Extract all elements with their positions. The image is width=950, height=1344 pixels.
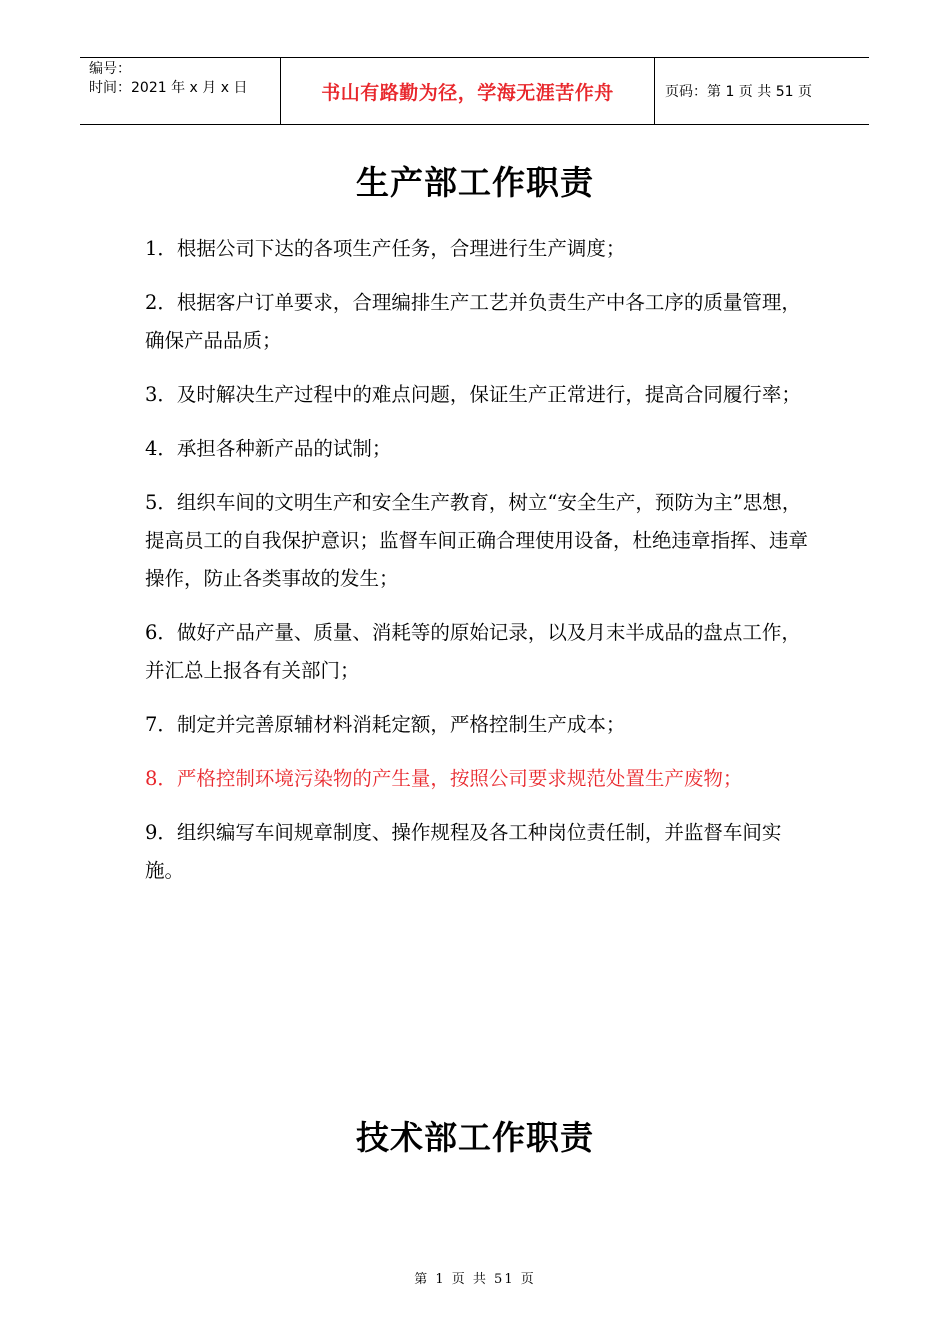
header-motto: 书山有路勤为径，学海无涯苦作舟: [321, 81, 614, 104]
duty-item: 3．及时解决生产过程中的难点问题，保证生产正常进行，提高合同履行率；: [145, 383, 801, 406]
header-motto-cell: [281, 58, 655, 124]
duty-item: 9．组织编写车间规章制度、操作规程及各工种岗位责任制，并监督车间实施。: [145, 821, 782, 882]
duty-item: 4．承担各种新产品的试制；: [145, 437, 392, 460]
production-duties-list: [145, 230, 817, 906]
document-number-label: 编号：: [89, 61, 131, 77]
section-title-production: 生产部工作职责: [356, 163, 594, 202]
document-date-label: 时间：2021 年 x 月 x 日: [89, 80, 248, 96]
duty-item: 2．根据客户订单要求，合理编排生产工艺并负责生产中各工序的质量管理，确保产品品质；: [145, 291, 801, 352]
document-header: [80, 57, 869, 125]
duty-item-highlighted: 8．严格控制环境污染物的产生量，按照公司要求规范处置生产废物；: [145, 767, 743, 790]
header-page-cell: [655, 58, 869, 124]
header-page-info: 页码：第 1 页 共 51 页: [665, 84, 812, 100]
header-meta-cell: [80, 58, 281, 124]
duty-item: 1．根据公司下达的各项生产任务，合理进行生产调度；: [145, 237, 626, 260]
duty-item: 5．组织车间的文明生产和安全生产教育，树立“安全生产，预防为主”思想，提高员工的自我保护意识；监督车间正确合理使用设备，杜绝违章指挥、违章操作，防止各类事故的发生；: [145, 491, 809, 590]
duty-item: 6．做好产品产量、质量、消耗等的原始记录，以及月末半成品的盘点工作，并汇总上报各有关部门；: [145, 621, 801, 682]
page-footer: 第 1 页 共 51 页: [414, 1272, 536, 1287]
section-title-technical: 技术部工作职责: [356, 1118, 594, 1157]
duty-item: 7．制定并完善原辅材料消耗定额，严格控制生产成本；: [145, 713, 626, 736]
